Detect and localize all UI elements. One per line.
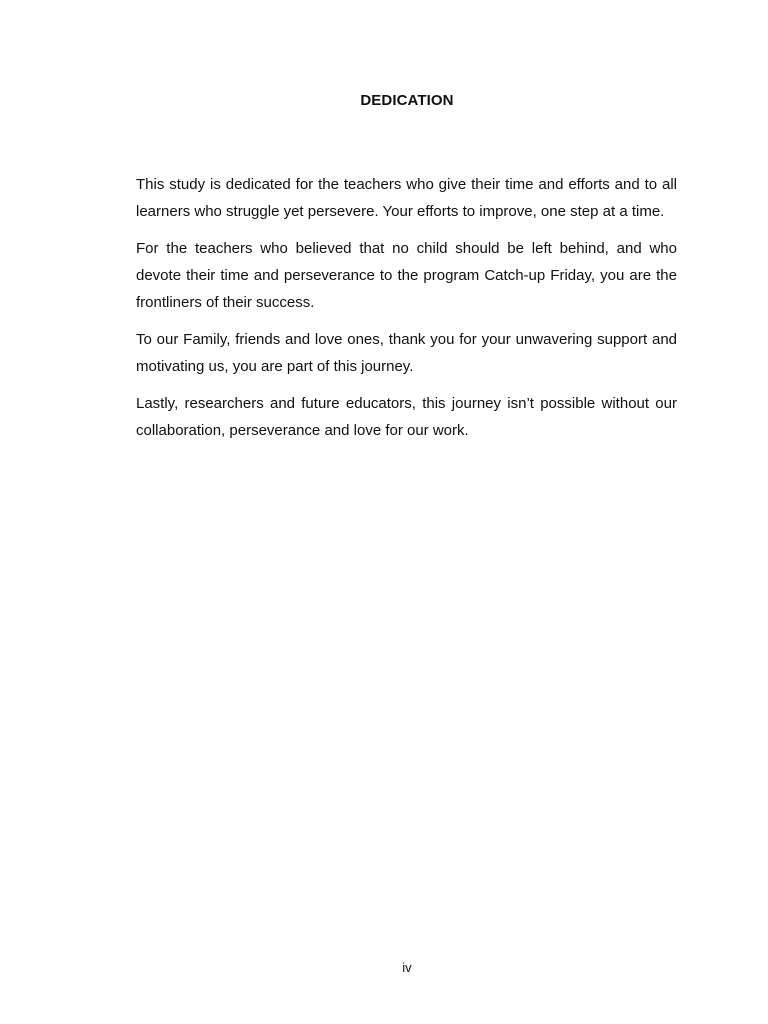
page-number: iv <box>402 960 412 975</box>
paragraph-2: For the teachers who believed that no child should be left behind, and who devote their time and perseverance to the program Catch-up Friday, you are the frontliners of their success. <box>136 240 677 311</box>
dedication-body <box>136 171 677 454</box>
paragraph-3: To our Family, friends and love ones, thank you for your unwavering support and motivating us, you are part of this journey. <box>136 331 677 375</box>
page-title: DEDICATION <box>360 92 454 109</box>
paragraph-4: Lastly, researchers and future educators, this journey isn’t possible without our collaboration, perseverance and love for our work. <box>136 395 677 439</box>
paragraph-1: This study is dedicated for the teachers who give their time and efforts and to all learners who struggle yet persevere. Your efforts to improve, one step at a time. <box>136 176 677 220</box>
